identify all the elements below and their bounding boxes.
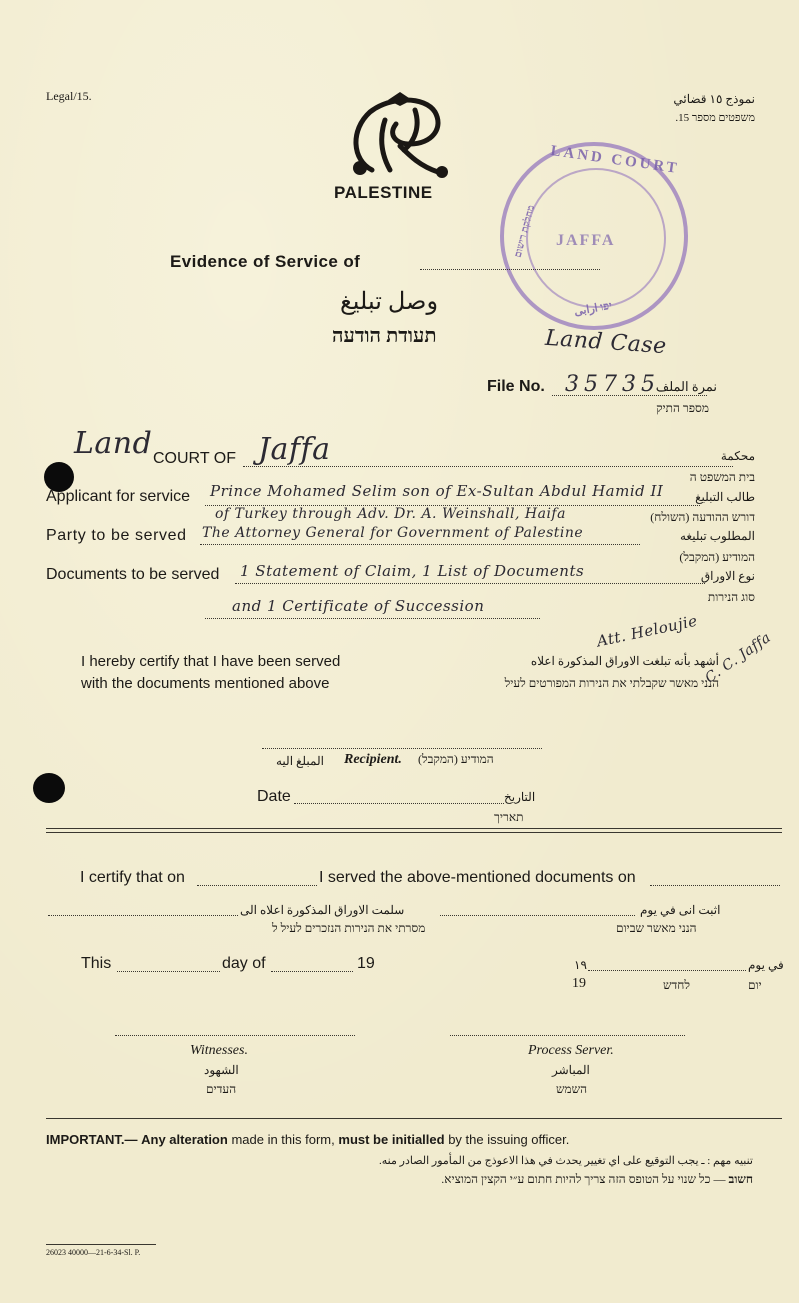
- certify-receipt-he: הנני מאשר שקבלתי את הנירות המפורטים לעיל: [504, 676, 719, 690]
- party-label-ar: المطلوب تبليغه: [679, 529, 755, 543]
- date-label-ar: التاريخ: [504, 790, 536, 804]
- served-on-line: [650, 885, 780, 886]
- day-of-label: day of: [222, 955, 266, 972]
- date-line: [294, 803, 504, 804]
- court-of-label: COURT OF: [153, 450, 236, 467]
- documents-line: [235, 583, 705, 584]
- important-text-c: made in this form,: [231, 1132, 335, 1147]
- applicant-label-he: דורש ההודעה (השולח): [650, 510, 755, 524]
- court-prefix-handwritten[interactable]: Land: [74, 426, 153, 461]
- important-label: IMPORTANT.—: [46, 1132, 138, 1147]
- important-divider: [46, 1118, 782, 1119]
- year-ar: ١٩: [574, 958, 587, 972]
- served-ar-right: اثبت انى في يوم: [640, 903, 721, 917]
- documents-label: Documents to be served: [46, 566, 220, 583]
- important-he: — כל שנוי על הטופס הזה צריך להיות חתום ע״י הקצין המוציא.: [441, 1172, 726, 1186]
- stamp-city-text: JAFFA: [556, 232, 616, 249]
- form-title-ar: وصل تبليغ: [340, 289, 439, 315]
- footer-rule: [46, 1244, 156, 1245]
- court-label-ar: محكمة: [720, 449, 755, 463]
- served-part2: I served the above-mentioned documents on: [319, 869, 636, 886]
- process-server-line: [450, 1035, 685, 1036]
- court-label-he: בית המשפט ה: [689, 470, 755, 484]
- file-no-value[interactable]: 35735: [565, 372, 660, 397]
- section-divider-top: [46, 828, 782, 829]
- stamp-bottom-arc: יפו ارابی: [573, 299, 613, 319]
- applicant-label: Applicant for service: [46, 488, 191, 505]
- witnesses-label-he: העדים: [206, 1082, 237, 1096]
- documents-value-line2[interactable]: and 1 Certificate of Succession: [232, 597, 485, 615]
- party-label-he: המודיע (המקבל): [679, 550, 755, 564]
- important-text-e: by the issuing officer.: [448, 1132, 570, 1147]
- recipient-label-ar: المبلغ اليه: [276, 754, 324, 768]
- stamp-left-arc: מחלקת רישום: [512, 204, 538, 259]
- documents-value[interactable]: 1 Statement of Claim, 1 List of Documents: [240, 562, 585, 580]
- important-notice: [46, 1132, 569, 1147]
- title-fill-line: [420, 269, 600, 270]
- certify-receipt-line2: with the documents mentioned above: [81, 675, 330, 692]
- important-ar: تنبيه مهم : ـ يجب التوقيع على اي تغيير يحدث في هذا الاعوذج من المأمور الصادر منه.: [379, 1155, 753, 1167]
- party-line: [200, 544, 640, 545]
- process-server-label-ar: المباشر: [552, 1063, 590, 1077]
- witnesses-line: [115, 1035, 355, 1036]
- day-of-line: [271, 971, 353, 972]
- important-text-d: must be initialled: [338, 1132, 445, 1147]
- party-label: Party to be served: [46, 527, 187, 544]
- form-title-he: תעודת הודעה: [332, 325, 437, 347]
- recipient-label: Recipient.: [344, 752, 402, 767]
- form-ref-he: משפטים מספר 15.: [675, 112, 755, 124]
- month-he: לחדש: [663, 978, 690, 992]
- process-server-label-he: השמש: [556, 1082, 588, 1096]
- year-he: 19: [572, 976, 586, 991]
- applicant-label-ar: طالب التبليغ: [695, 490, 755, 504]
- form-ref-en: Legal/15.: [46, 89, 92, 103]
- this-label: This: [81, 955, 112, 972]
- recipient-line: [262, 748, 542, 749]
- stamp-top-text: LAND COURT: [549, 143, 681, 177]
- served-date-line: [197, 885, 317, 886]
- served-he-right: הנני מאשר שביום: [616, 921, 697, 935]
- date-label-he: תאריך: [494, 810, 524, 824]
- section-divider-bottom: [46, 832, 782, 833]
- title-handwritten-note: Land Case: [544, 325, 668, 360]
- served-ar-line: [48, 915, 238, 916]
- applicant-value-line2[interactable]: of Turkey through Adv. Dr. A. Weinshall, Haifa: [215, 506, 566, 522]
- year-label: 19: [357, 955, 375, 972]
- served-ar-right-line: [440, 915, 635, 916]
- served-he-left: מסרתי את הנירות הנזכרים לעיל ל: [272, 921, 426, 935]
- file-no-label: File No.: [487, 378, 545, 395]
- important-text-a: Any: [141, 1132, 166, 1147]
- land-court-stamp: [500, 142, 688, 330]
- witnesses-label-ar: الشهود: [204, 1063, 239, 1077]
- file-no-label-ar: نمرة الملف: [655, 379, 717, 394]
- witnesses-label: Witnesses.: [190, 1043, 248, 1058]
- print-code: 26023 40000—21-6-34-Sl. P.: [46, 1248, 141, 1257]
- form-ref-ar: نموذج ١٥ قضائي: [673, 92, 755, 106]
- form-title: Evidence of Service of: [170, 252, 361, 271]
- recipient-label-he: המודיע (המקבל): [418, 752, 494, 766]
- day-he: יום: [748, 978, 762, 992]
- important-he-line: [441, 1172, 753, 1187]
- documents-line-2: [205, 618, 540, 619]
- certify-receipt-ar: أشهد بأنه تبلغت الاوراق المذكورة اعلاه: [530, 654, 719, 668]
- important-text-b: alteration: [169, 1132, 228, 1147]
- process-server-label: Process Server.: [528, 1043, 614, 1058]
- court-of-value[interactable]: Jaffa: [258, 432, 331, 467]
- served-part1: I certify that on: [80, 869, 185, 886]
- in-day-ar: في يوم: [748, 958, 784, 972]
- certify-receipt-line1: I hereby certify that I have been served: [81, 653, 341, 670]
- country-label: PALESTINE: [334, 183, 433, 202]
- applicant-value[interactable]: Prince Mohamed Selim son of Ex-Sultan Abdul Hamid II: [210, 482, 664, 500]
- certify-receipt-handwritten-2: C. C. Jaffa: [702, 629, 775, 687]
- date-label: Date: [257, 788, 291, 805]
- this-day-line: [117, 971, 220, 972]
- served-ar-left: سلمت الاوراق المذكورة اعلاه الى: [240, 903, 405, 917]
- party-value[interactable]: The Attorney General for Government of Palestine: [202, 525, 584, 541]
- important-he-label: חשוב: [728, 1172, 753, 1186]
- punch-hole-bottom: [33, 773, 65, 803]
- certify-receipt-handwritten: Att. Heloujie: [595, 611, 700, 651]
- in-day-ar-line: [588, 970, 746, 971]
- file-no-label-he: מספר התיק: [656, 401, 709, 415]
- royal-cypher-logo: [340, 90, 460, 185]
- documents-label-he: סוג הנירות: [707, 590, 755, 604]
- documents-label-ar: نوع الاوراق: [700, 569, 755, 583]
